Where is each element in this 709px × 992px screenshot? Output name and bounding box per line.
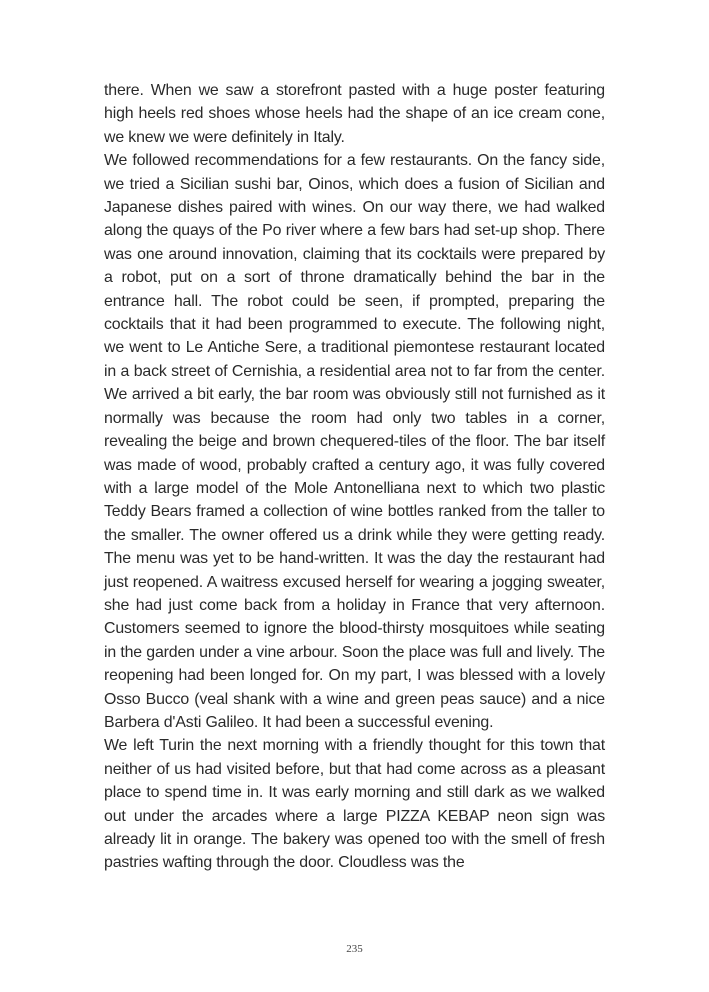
paragraph-2: We followed recommendations for a few restaurants. On the fancy side, we tried a Sicilian sushi bar, Oinos, which does a fusion of Sicilian and Japanese dishes paired with wines. On our way there, we had walked along the quays of the Po river where a few bars had set-up shop. There was one around innovation, claiming that its cocktails were prepared by a robot, put on a sort of throne dramatically behind the bar in the entrance hall. The robot could be seen, if prompted, preparing the cocktails that it had been programmed to execute. The following night, we went to Le Antiche Sere, a traditional piemontese restaurant located in a back street of Cernishia, a residential area not to far from the center. We arrived a bit early, the bar room was obviously still not furnished as it normally was because the room had only two tables in a corner, revealing the beige and brown chequered-tiles of the floor. The bar itself was made of wood, probably crafted a century ago, it was fully covered with a large model of the Mole Antonelliana next to which two plastic Teddy Bears framed a collection of wine bottles ranked from the taller to the smaller. The owner offered us a drink while they were getting ready. The menu was yet to be hand-written. It was the day the restaurant had just reopened. A waitress excused herself for wearing a jogging sweater, she had just come back from a holiday in France that very afternoon. Customers seemed to ignore the blood-thirsty mosquitoes while seating in the garden under a vine arbour. Soon the place was full and lively. The reopening had been longed for. On my part, I was blessed with a lovely Osso Bucco (veal shank with a wine and green peas sauce) and a nice Barbera d'Asti Galileo. It had been a successful evening.	[104, 152, 605, 731]
paragraph-3: We left Turin the next morning with a friendly thought for this town that neither of us had visited before, but that had come across as a pleasant place to spend time in. It was early morning and still dark as we walked out under the arcades where a large PIZZA KEBAP neon sign was already lit in orange. The bakery was opened too with the smell of fresh pastries wafting through the door. Cloudless was the	[104, 737, 605, 872]
page-body	[104, 79, 605, 875]
paragraph-1: there. When we saw a storefront pasted with a huge poster featuring high heels red shoes whose heels had the shape of an ice cream cone, we knew we were definitely in Italy.	[104, 82, 605, 146]
page-number: 235	[346, 943, 363, 955]
